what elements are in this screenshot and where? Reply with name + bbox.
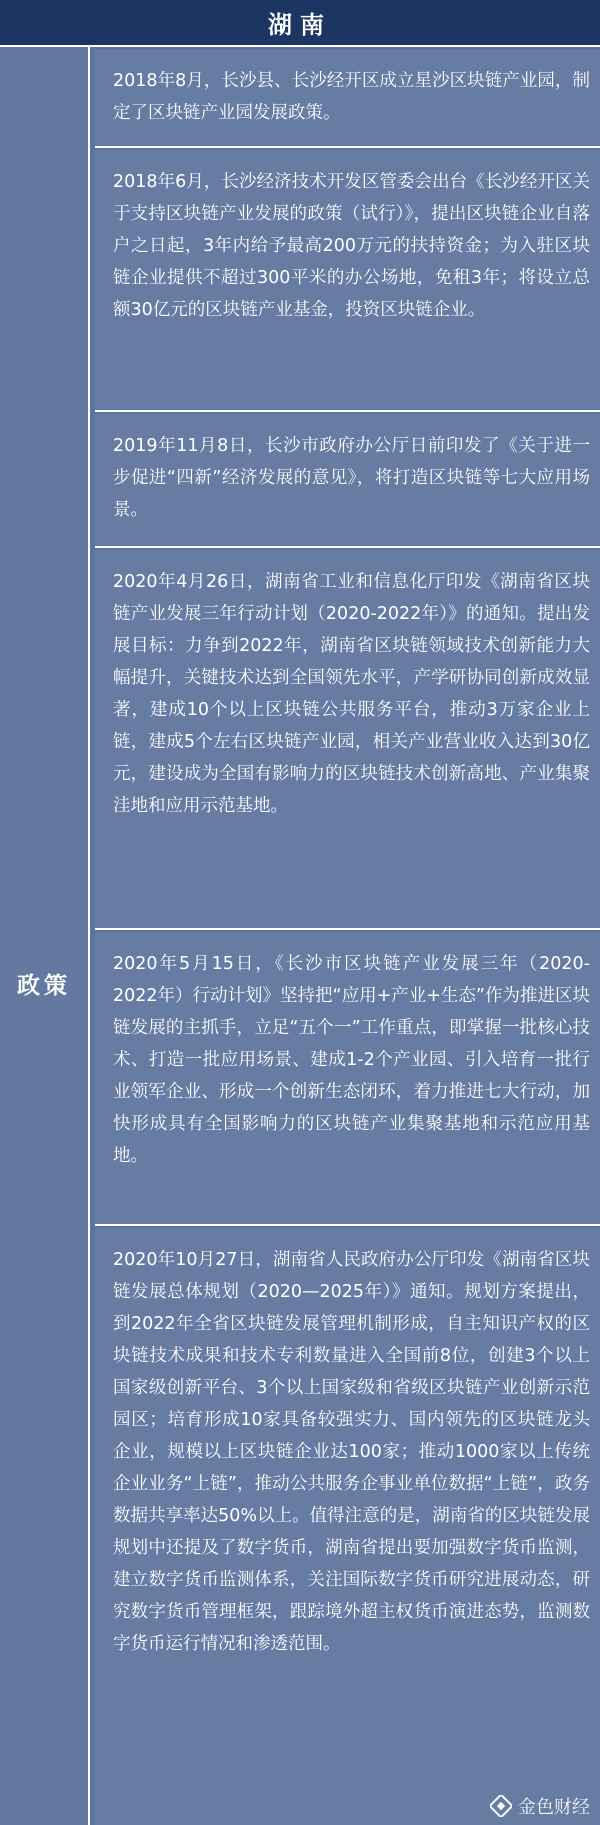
policy-entry: 2020年4月26日，湖南省工业和信息化厅印发《湖南省区块链产业发展三年行动计划（2020-2022年）》的通知。提出发展目标：力争到2022年，湖南省区块链领域技术创新能力大幅提升，关键技术达到全国领先水平，产学研协同创新成效显著，建成10个以上区块链公共服务平台，推动3万家企业上链，建成5个左右区块链产业园，相关产业营业收入达到30亿元，建设成为全国有影响力的区块链技术创新高地、产业集聚洼地和应用示范基地。 <box>95 550 600 930</box>
watermark-text: 金色财经 <box>518 1797 590 1818</box>
policy-entry: 2020年10月27日，湖南省人民政府办公厅印发《湖南省区块链发展总体规划（2020—2025年）》通知。规划方案提出，到2022年全省区块链发展管理机制形成，自主知识产权的区块链技术成果和技术专利数量进入全国前8位，创建3个以上国家级创新平台、3个以上国家级和省级区块链产业创新示范园区；培育形成10家具备较强实力、国内领先的区块链龙头企业，规模以上区块链企业达100家；推动1000家以上传统企业业务“上链”，推动公共服务企事业单位数据“上链”，政务数据共享率达50%以上。值得注意的是，湖南省的区块链发展规划中还提及了数字货币，湖南省提出要加强数字货币监测，建立数字货币监测体系，关注国际数字货币研究进展动态，研究数字货币管理框架，跟踪境外超主权货币演进态势，监测数字货币运行情况和渗透范围。 <box>95 1228 600 1825</box>
policy-entry: 2018年6月，长沙经济技术开发区管委会出台《长沙经开区关于支持区块链产业发展的政策（试行）》，提出区块链企业自落户之日起，3年内给予最高200万元的扶持资金；为入驻区块链企业提供不超过300平米的办公场地，免租3年；将设立总额30亿元的区块链产业基金，投资区块链企业。 <box>95 150 600 412</box>
policy-entry: 2018年8月，长沙县、长沙经开区成立星沙区块链产业园，制定了区块链产业园发展政策。 <box>95 49 600 148</box>
watermark <box>490 1793 590 1819</box>
region-title: 湖南 <box>268 11 332 39</box>
policy-entry: 2020年5月15日，《长沙市区块链产业发展三年（2020-2022年）行动计划》坚持把“应用+产业+生态”作为推进区块链发展的主抓手，立足“五个一”工作重点，即掌握一批核心技术、打造一批应用场景、建成1-2个产业园、引入培育一批行业领军企业、形成一个创新生态闭环，着力推进七大行动，加快形成具有全国影响力的区块链产业集聚基地和示范应用基地。 <box>95 932 600 1226</box>
jinse-logo-icon <box>490 1795 512 1817</box>
table-header <box>0 0 600 47</box>
category-label: 政策 <box>17 973 71 999</box>
category-column <box>0 47 90 1825</box>
policy-entry: 2019年11月8日，长沙市政府办公厅日前印发了《关于进一步促进“四新”经济发展的意见》，将打造区块链等七大应用场景。 <box>95 414 600 548</box>
